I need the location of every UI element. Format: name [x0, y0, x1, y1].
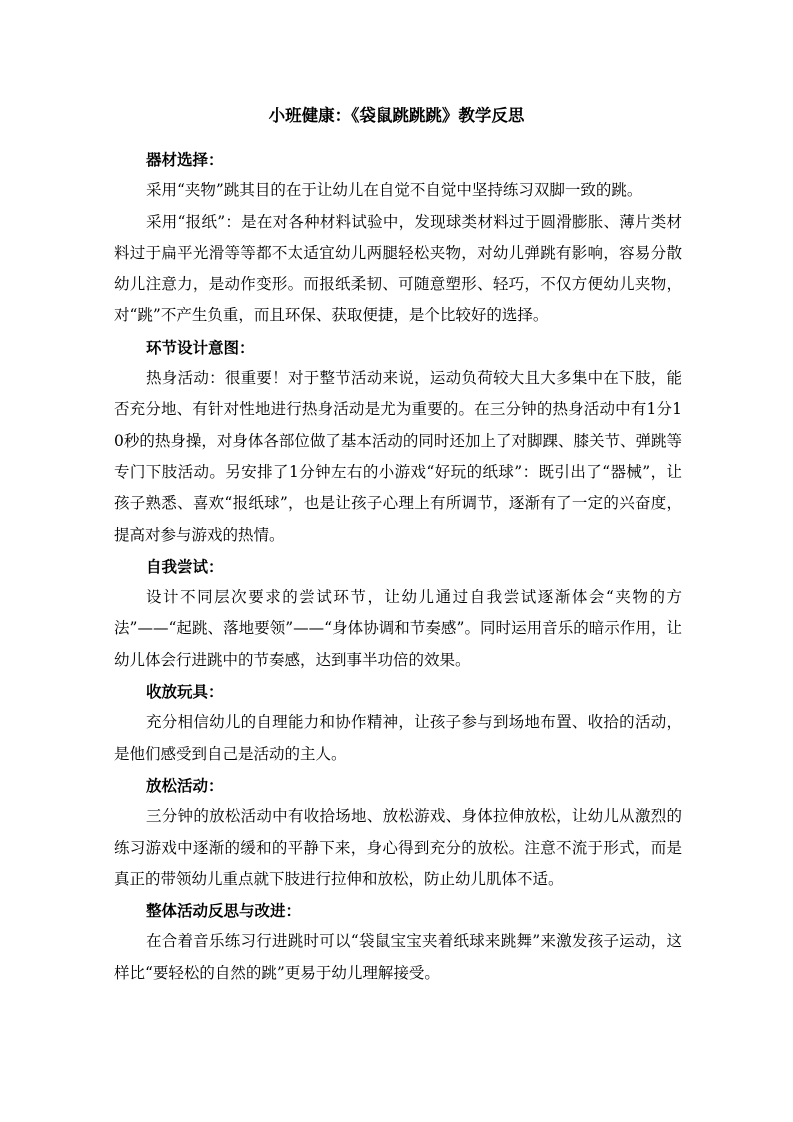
- section-heading-reflection: 整体活动反思与改进：: [146, 901, 302, 921]
- paragraph: 三分钟的放松活动中有收拾场地、放松游戏、身体拉伸放松，让幼儿从激烈的练习游戏中逐渐的缓和的平静下来，身心得到充分的放松。注意不流于形式，而是真正的带领幼儿重点就下肢进行拉伸和放松，防止幼儿肌体不适。: [114, 807, 682, 888]
- paragraph: 在合着音乐练习行进跳时可以“袋鼠宝宝夹着纸球来跳舞”来激发孩子运动，这样比“要轻松的自然的跳”更易于幼儿理解接受。: [114, 932, 682, 982]
- paragraph: 采用“夹物”跳其目的在于让幼儿在自觉不自觉中坚持练习双脚一致的跳。: [146, 181, 643, 200]
- section-heading-design-intent: 环节设计意图：: [146, 337, 255, 357]
- paragraph: 热身活动：很重要！对于整节活动来说，运动负荷较大且大多集中在下肢，能否充分地、有针对性地进行热身活动是尤为重要的。在三分钟的热身活动中有1分10秒的热身操，对身体各部位做了基本活动的同时还加上了对脚踝、膝关节、弹跳等专门下肢活动。另安排了1分钟左右的小游戏“好玩的纸球”：既引出了“器械”，让孩子熟悉、喜欢“报纸球”，也是让孩子心理上有所调节，逐渐有了一定的兴奋度，提高对参与游戏的热情。: [114, 369, 682, 544]
- section-heading-equipment: 器材选择：: [146, 150, 224, 169]
- section-heading-toy-storage: 收放玩具：: [146, 682, 224, 702]
- paragraph: 充分相信幼儿的自理能力和协作精神，让孩子参与到场地布置、收拾的活动，是他们感受到自己是活动的主人。: [114, 713, 682, 763]
- document-body: [114, 144, 682, 989]
- paragraph: 设计不同层次要求的尝试环节，让幼儿通过自我尝试逐渐体会“夹物的方法”——“起跳、落地要领”——“身体协调和节奏感”。同时运用音乐的暗示作用，让幼儿体会行进跳中的节奏感，达到事半功倍的效果。: [114, 588, 682, 669]
- paragraph: 采用“报纸”：是在对各种材料试验中，发现球类材料过于圆滑膨胀、薄片类材料过于扁平光滑等等都不太适宜幼儿两腿轻松夹物，对幼儿弹跳有影响，容易分散幼儿注意力，是动作变形。而报纸柔韧、可随意塑形、轻巧，不仅方便幼儿夹物，对“跳”不产生负重，而且环保、获取便捷，是个比较好的选择。: [114, 212, 682, 325]
- document-title: 小班健康：《袋鼠跳跳跳》教学反思: [268, 106, 525, 125]
- section-heading-self-attempt: 自我尝试：: [146, 556, 224, 576]
- section-heading-relaxation: 放松活动：: [146, 775, 224, 795]
